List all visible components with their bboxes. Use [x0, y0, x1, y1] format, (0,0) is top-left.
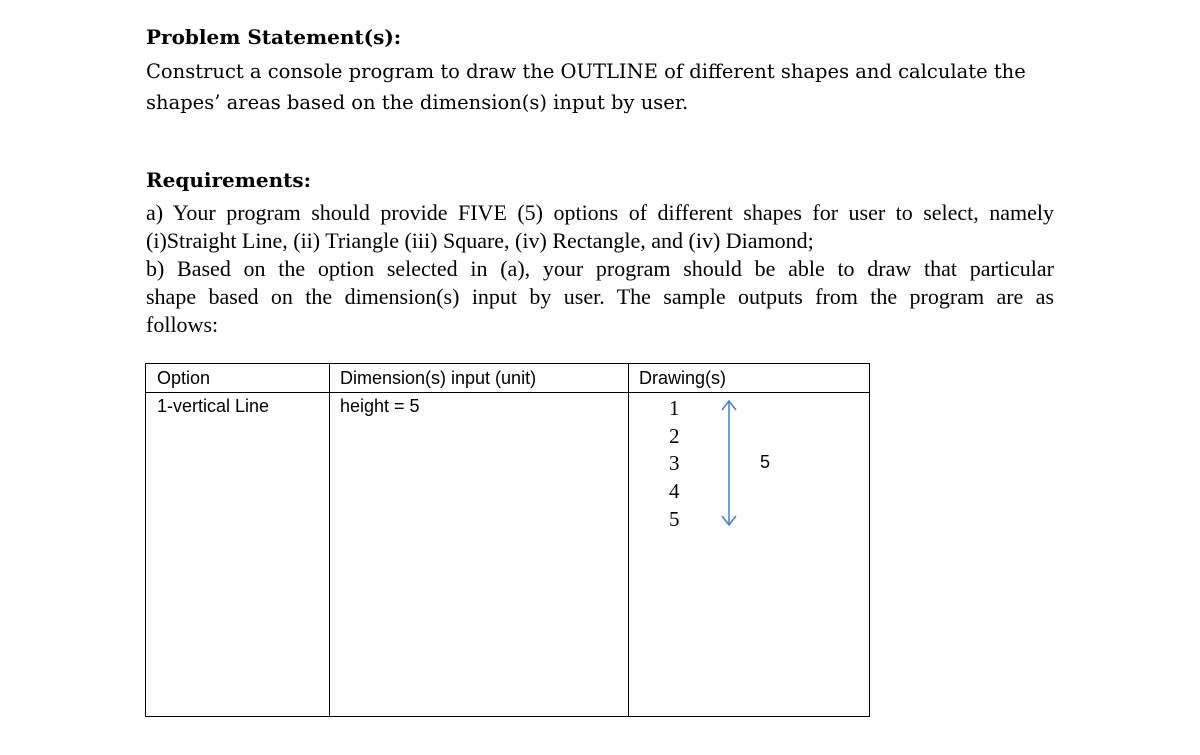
drawing-number: 1 [669, 396, 680, 420]
header-drawing: Drawing(s) [639, 368, 727, 388]
row-option-cell: 1-vertical Line [157, 396, 270, 416]
dimension-label: 5 [760, 452, 771, 472]
header-dimension: Dimension(s) input (unit) [340, 368, 537, 388]
problem-statement-heading: Problem Statement(s): [146, 25, 402, 49]
double-arrow-icon [146, 364, 871, 718]
requirement-line-5: follows: [146, 312, 219, 337]
requirement-line-4: shape based on the dimension(s) input by user. The sample outputs from the program are as [146, 284, 1054, 309]
problem-line-2: shapes’ areas based on the dimension(s) input by user. [146, 91, 689, 114]
requirements-text [146, 199, 1054, 339]
header-option: Option [157, 368, 211, 388]
drawing-number: 3 [669, 451, 680, 475]
row-dimension-cell: height = 5 [340, 396, 420, 416]
requirements-heading: Requirements: [146, 168, 312, 192]
requirement-line-3: b) Based on the option selected in (a), your program should be able to draw that particular [146, 256, 1054, 281]
drawing-number: 2 [669, 424, 680, 448]
requirement-line-1: a) Your program should provide FIVE (5) options of different shapes for user to select, namely [146, 200, 1054, 225]
drawing-number: 5 [669, 507, 680, 531]
sample-output-table [145, 363, 870, 717]
problem-line-1: Construct a console program to draw the OUTLINE of different shapes and calculate the [146, 60, 1026, 83]
drawing-number: 4 [669, 479, 680, 503]
problem-statement-text [146, 56, 1066, 118]
requirement-line-2: (i)Straight Line, (ii) Triangle (iii) Square, (iv) Rectangle, and (iv) Diamond; [146, 228, 814, 253]
